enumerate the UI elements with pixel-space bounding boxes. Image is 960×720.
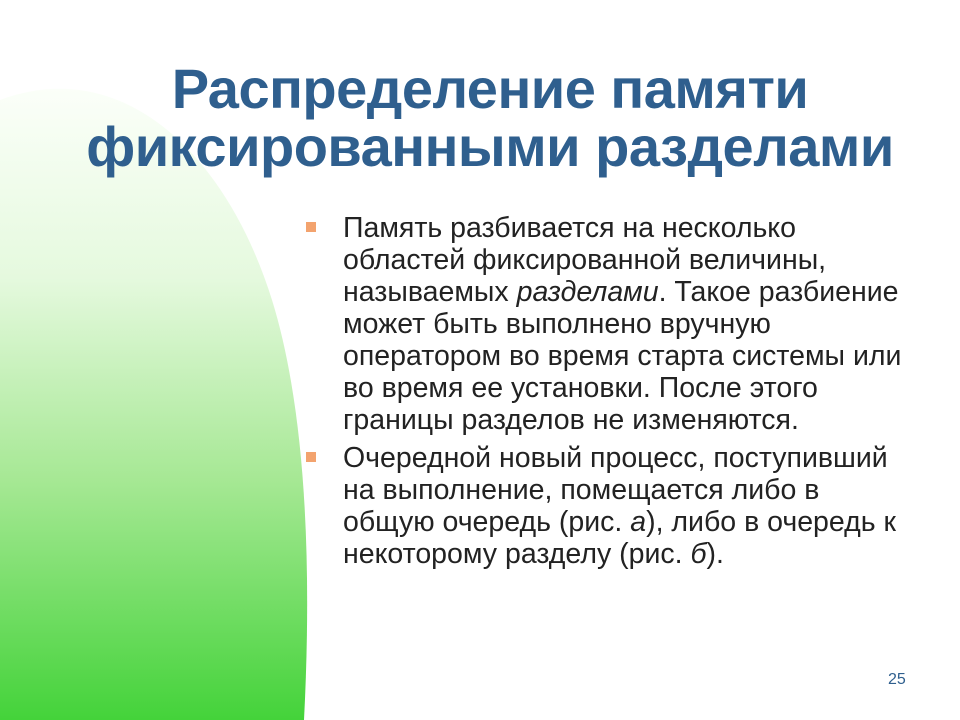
bullet-text-before: Очередной новый процесс, поступивший на выполнение, помещается либо в общую очередь (рис. xyxy=(343,442,888,538)
slide-title xyxy=(60,57,920,178)
bullet-item-process-queue xyxy=(306,442,916,570)
bullet-square-icon xyxy=(306,222,316,232)
bullet-text-after: . Такое разбиение может быть выполнено вручную оператором во время старта системы или во время ее установки. После этого границы разделов не изменяются. xyxy=(343,276,902,436)
bullet-text xyxy=(343,212,901,436)
bullet-square-icon xyxy=(306,452,316,462)
title-line-1: Распределение памяти xyxy=(171,57,809,120)
bullet-text-emphasis: разделами xyxy=(516,276,659,308)
bullet-text-emphasis: а xyxy=(630,506,647,538)
bullet-text-emphasis-2: б xyxy=(690,538,707,570)
bullet-text xyxy=(343,442,896,570)
bullet-list xyxy=(306,212,916,576)
bullet-text-after: ). xyxy=(706,538,724,570)
bullet-text-before: Память разбивается на несколько областей фиксированной величины, называемых xyxy=(343,212,827,308)
title-line-2: фиксированными разделами xyxy=(86,115,894,178)
bullet-item-memory-partitioning xyxy=(306,212,916,436)
page-number: 25 xyxy=(888,671,906,688)
bullet-text-middle: ), либо в очередь к некоторому разделу (рис. xyxy=(343,506,896,570)
